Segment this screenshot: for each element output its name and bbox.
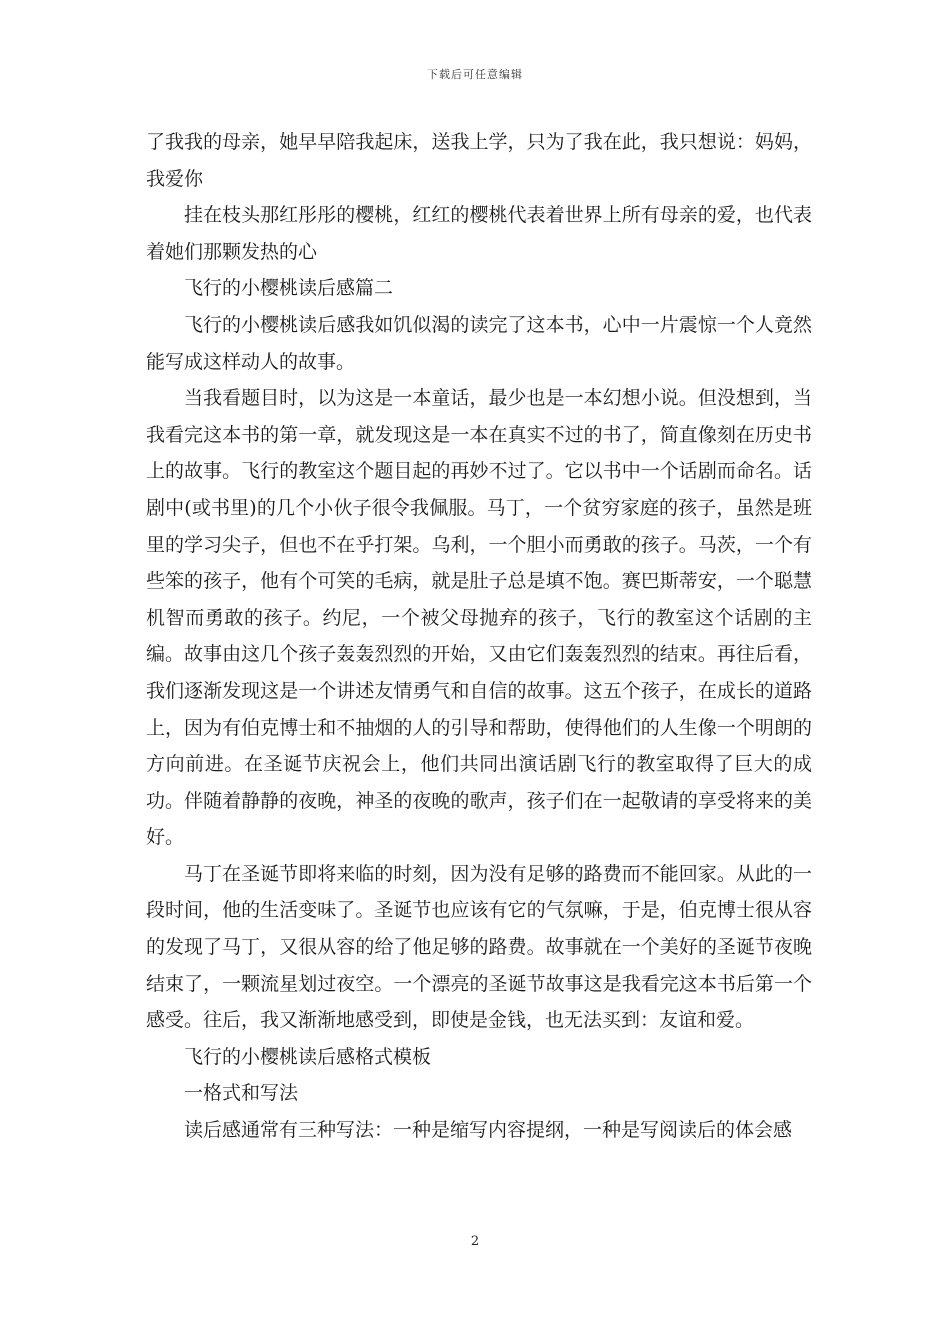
paragraph: 马丁在圣诞节即将来临的时刻，因为没有足够的路费而不能回家。从此的一段时间，他的生活变味了。圣诞节也应该有它的气氛嘛，于是，伯克博士很从容的发现了马丁，又很从容的给了他足够的路费。故事就在一个美好的圣诞节夜晚结束了，一颗流星划过夜空。一个漂亮的圣诞节故事这是我看完这本书后第一个感受。往后，我又渐渐地感受到，即使是金钱，也无法买到：友谊和爱。 bbox=[146, 862, 812, 1032]
subsection-heading: 一格式和写法 bbox=[184, 1082, 299, 1105]
paragraph: 挂在枝头那红彤彤的樱桃，红红的樱桃代表着世界上所有母亲的爱，也代表着她们那颗发热的心 bbox=[146, 204, 812, 263]
document-body bbox=[146, 124, 812, 1149]
page-header: 下载后可任意编辑 bbox=[427, 68, 523, 81]
paragraph: 了我我的母亲，她早早陪我起床，送我上学，只为了我在此，我只想说：妈妈，我爱你 bbox=[146, 131, 812, 190]
paragraph: 当我看题目时，以为这是一本童话，最少也是一本幻想小说。但没想到，当我看完这本书的第一章，就发现这是一本在真实不过的书了，简直像刻在历史书上的故事。飞行的教室这个题目起的再妙不过了。它以书中一个话剧而命名。话剧中(或书里)的几个小伙子很令我佩服。马丁，一个贫穷家庭的孩子，虽然是班里的学习尖子，但也不在乎打架。乌利，一个胆小而勇敢的孩子。马茨，一个有些笨的孩子，他有个可笑的毛病，就是肚子总是填不饱。赛巴斯蒂安，一个聪慧机智而勇敢的孩子。约尼，一个被父母抛弃的孩子，飞行的教室这个话剧的主编。故事由这几个孩子轰轰烈烈的开始，又由它们轰轰烈烈的结束。再往后看，我们逐渐发现这是一个讲述友情勇气和自信的故事。这五个孩子，在成长的道路上，因为有伯克博士和不抽烟的人的引导和帮助，使得他们的人生像一个明朗的方向前进。在圣诞节庆祝会上，他们共同出演话剧飞行的教室取得了巨大的成功。伴随着静静的夜晚，神圣的夜晚的歌声，孩子们在一起敬请的享受将来的美好。 bbox=[146, 387, 812, 849]
paragraph: 飞行的小樱桃读后感我如饥似渴的读完了这本书，心中一片震惊一个人竟然能写成这样动人的故事。 bbox=[146, 313, 812, 373]
paragraph: 读后感通常有三种写法：一种是缩写内容提纲，一种是写阅读后的体会感 bbox=[184, 1119, 793, 1142]
section-heading: 飞行的小樱桃读后感篇二 bbox=[184, 277, 394, 300]
page-number: 2 bbox=[470, 1234, 480, 1249]
section-heading: 飞行的小樱桃读后感格式模板 bbox=[184, 1045, 432, 1068]
